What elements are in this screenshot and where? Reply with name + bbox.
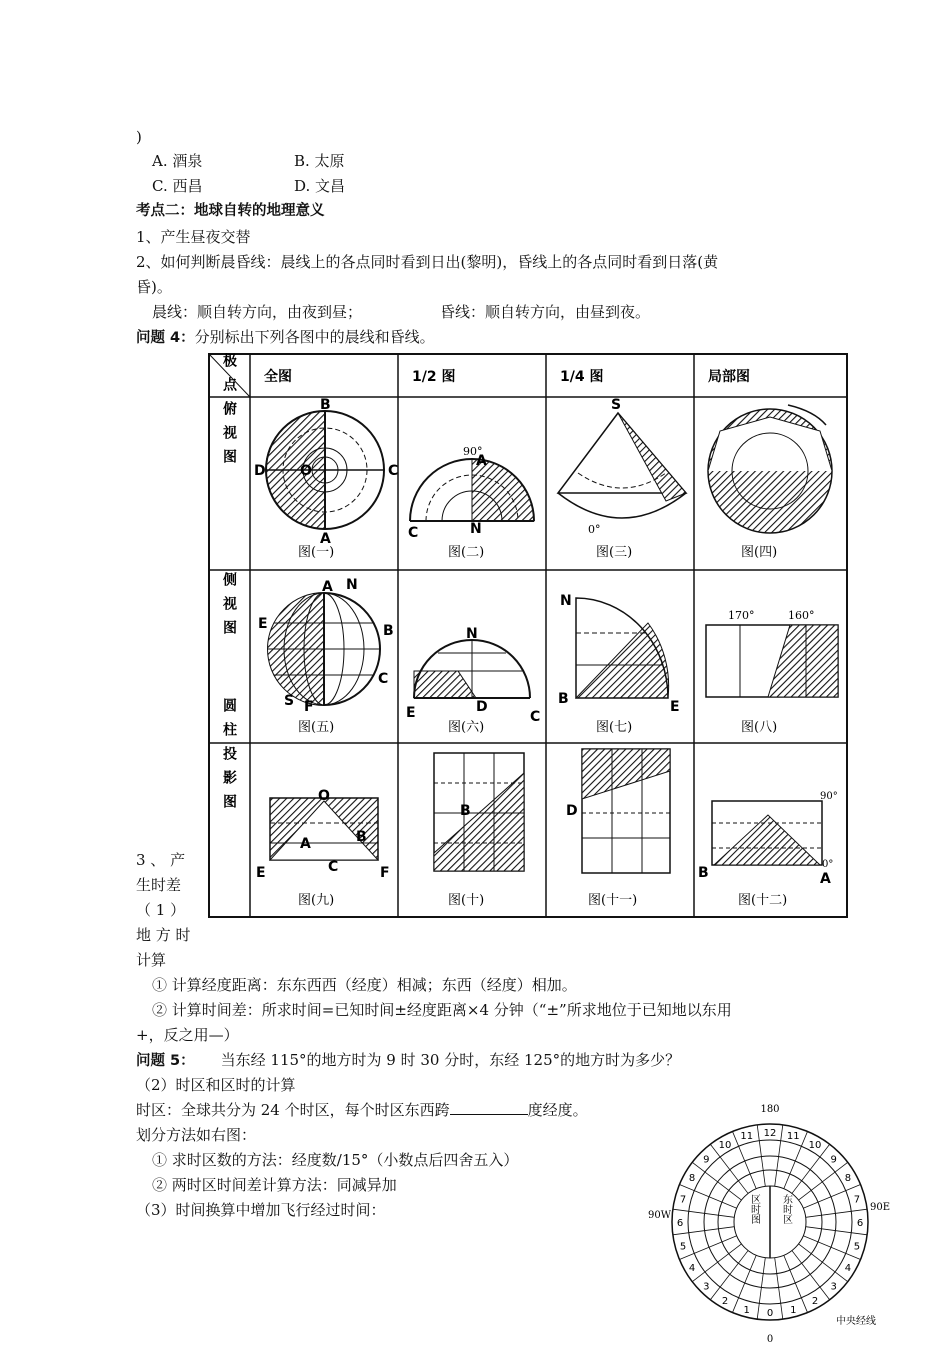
label: O [318, 788, 330, 804]
dial-center-right: 东时区 [780, 1194, 792, 1224]
dial-zone-number: 11 [786, 1131, 800, 1143]
label: C [530, 709, 541, 725]
dial-zone-number: 9 [703, 1154, 710, 1166]
dial-zone-number: 4 [844, 1263, 852, 1274]
calc-step-1: ① 计算经度距离：东东西西（经度）相减；东西（经度）相加。 [152, 976, 577, 994]
dial-zone-number: 10 [718, 1140, 732, 1152]
col-header-quarter: 1/4 图 [560, 369, 604, 385]
dial-spoke [673, 1209, 734, 1217]
dial-zone-number: 6 [856, 1218, 864, 1229]
label: N [560, 593, 572, 609]
dial-zone-number: 12 [763, 1128, 777, 1139]
label: B [558, 691, 569, 707]
row-header-side: 侧视图 [221, 572, 237, 644]
label: D [476, 699, 488, 715]
figure-10 [434, 753, 524, 908]
label: A [322, 579, 333, 595]
label: F [304, 699, 314, 715]
row-header-cylinder: 圆柱投影图 [221, 698, 237, 818]
dial-spoke [775, 1258, 783, 1319]
timezone-sentence [136, 1100, 588, 1120]
dial-zone-number: 10 [808, 1140, 822, 1152]
dial-zone-number: 5 [679, 1241, 687, 1253]
dial-zone-number: 7 [853, 1194, 861, 1206]
figure-4 [708, 405, 832, 560]
dial-spoke [792, 1251, 830, 1300]
caption-fig-4: 图(四) [741, 545, 778, 560]
subsection-2: （2）时区和区时的计算 [136, 1076, 296, 1094]
figure-12 [698, 791, 838, 908]
label: 90° [463, 445, 483, 458]
dial-bottom-label: 0 [766, 1334, 774, 1344]
caption-fig-9: 图(九) [298, 893, 335, 908]
col-header-partial: 局部图 [708, 369, 750, 385]
figure-7 [558, 593, 680, 735]
dial-zone-number: 11 [740, 1131, 754, 1143]
caption-fig-1: 图(一) [298, 545, 335, 560]
dial-zone-number: 7 [679, 1194, 687, 1206]
question-5-text: 当东经 115°的地方时为 9 时 30 分时，东经 125°的地方时为多少？ [220, 1051, 681, 1069]
option-a: A. 酒泉 [152, 152, 203, 170]
point-1: 1、产生昼夜交替 [136, 228, 251, 246]
dial-zone-number: 2 [811, 1295, 819, 1307]
dial-zone-number: 8 [844, 1173, 852, 1184]
question-4 [136, 327, 435, 348]
label: B [320, 397, 331, 413]
figure-8 [706, 609, 838, 735]
dial-spoke [799, 1244, 848, 1282]
dial-zone-number: 1 [790, 1304, 797, 1316]
label: 160° [788, 609, 815, 622]
dial-zone-number: 9 [830, 1154, 837, 1166]
label: 90° [820, 791, 838, 802]
row-header-polar: 极点俯视图 [221, 353, 237, 473]
dial-spoke [799, 1162, 848, 1200]
dial-zone-number: 3 [830, 1281, 837, 1293]
side-text-5: 计算 [136, 951, 167, 969]
option-c: C. 西昌 [152, 177, 203, 195]
label: O [300, 463, 312, 479]
figure-9 [256, 788, 390, 908]
label: 0° [588, 523, 601, 536]
label: C [388, 463, 399, 479]
calc-step-2-line-1: ② 计算时间差：所求时间=已知时间±经度距离×4 分钟（“±”所求地位于已知地以东用 [152, 1001, 732, 1019]
dial-spoke [679, 1184, 736, 1208]
time-zone-dial [646, 1098, 894, 1344]
question-4-text: 分别标出下列各图中的晨线和昏线。 [194, 328, 435, 346]
label: E [258, 616, 268, 632]
method-1: ① 求时区数的方法：经度数/15°（小数点后四舍五入） [152, 1151, 519, 1169]
dial-left-label: 90W [648, 1210, 672, 1221]
label: E [670, 699, 680, 715]
dial-spoke [803, 1184, 860, 1208]
label: A [476, 453, 487, 469]
question-5-label: 问题 5： [136, 1053, 195, 1069]
answer-blank[interactable] [450, 1100, 528, 1115]
dial-spoke [679, 1236, 736, 1260]
paren-fragment: ) [136, 128, 142, 146]
option-d: D. 文昌 [294, 177, 346, 195]
figure-11 [566, 749, 670, 908]
label: S [611, 397, 622, 413]
figure-6 [406, 626, 540, 735]
label: C [328, 859, 339, 875]
caption-fig-12: 图(十二) [738, 893, 788, 908]
dawn-line-definition: 晨线：顺自转方向，由夜到昼； [152, 303, 363, 321]
label: D [566, 803, 578, 819]
caption-fig-2: 图(二) [448, 545, 485, 560]
option-b: B. 太原 [294, 152, 345, 170]
col-header-full: 全图 [264, 369, 292, 385]
label: N [346, 577, 358, 593]
caption-fig-6: 图(六) [448, 720, 485, 735]
figure-5 [258, 577, 394, 735]
label: S [284, 693, 295, 709]
caption-fig-5: 图(五) [298, 720, 335, 735]
dial-spoke [806, 1209, 867, 1217]
dial-zone-number: 6 [676, 1218, 684, 1229]
label: N [466, 626, 478, 642]
figure-1 [254, 397, 398, 560]
dial-center-left: 区时图 [748, 1194, 760, 1224]
col-header-half: 1/2 图 [412, 369, 456, 385]
caption-fig-10: 图(十) [448, 893, 485, 908]
dial-zone-number: 0 [766, 1308, 774, 1319]
label: 0° [822, 859, 834, 870]
label: 170° [728, 609, 755, 622]
label: B [383, 623, 394, 639]
figure-2 [408, 445, 534, 560]
side-text-2: 生时差 [136, 876, 182, 894]
caption-fig-3: 图(三) [596, 545, 633, 560]
dial-zone-number: 3 [703, 1281, 710, 1293]
figure-3 [558, 397, 686, 560]
timezone-text-b: 度经度。 [527, 1101, 588, 1119]
dial-spoke [710, 1144, 748, 1193]
calc-step-2-line-2: +，反之用—） [136, 1026, 239, 1044]
section-heading: 考点二：地球自转的地理意义 [136, 203, 325, 219]
caption-fig-8: 图(八) [741, 720, 778, 735]
caption-fig-7: 图(七) [596, 720, 633, 735]
label: B [460, 803, 471, 819]
dial-caption: 中央经线 [836, 1316, 876, 1327]
label: A [820, 871, 831, 887]
side-text-4: 地 方 时 [136, 926, 191, 944]
dusk-line-definition: 昏线：顺自转方向，由昼到夜。 [440, 303, 651, 321]
dial-top-label: 180 [760, 1104, 780, 1115]
timezone-text-a: 时区：全球共分为 24 个时区，每个时区东西跨 [136, 1101, 450, 1119]
dial-zone-number: 1 [743, 1304, 750, 1316]
dial-spoke [757, 1258, 765, 1319]
dial-spoke [803, 1236, 860, 1260]
subsection-3: （3）时间换算中增加飞行经过时间： [136, 1201, 386, 1219]
dial-spoke [692, 1162, 741, 1200]
question-5 [136, 1050, 680, 1071]
label: F [380, 865, 390, 881]
dial-zone-number: 5 [853, 1241, 861, 1253]
point-2-line-1: 2、如何判断晨昏线：晨线上的各点同时看到日出(黎明)，昏线上的各点同时看到日落(黄 [136, 253, 719, 271]
label: C [408, 525, 419, 541]
label: N [470, 521, 482, 537]
label: A [320, 531, 331, 547]
day-night-figure-table [208, 353, 848, 918]
dial-spoke [792, 1144, 830, 1193]
side-text-3: （ 1 ） [136, 901, 186, 919]
point-2-line-2: 昏)。 [136, 278, 172, 296]
question-4-label: 问题 4： [136, 330, 195, 346]
label: B [698, 865, 709, 881]
side-text-1: 3 、 产 [136, 851, 186, 869]
label: D [254, 463, 266, 479]
dial-zone-number: 4 [688, 1263, 696, 1274]
label: B [356, 829, 367, 845]
dial-spoke [710, 1251, 748, 1300]
caption-fig-11: 图(十一) [588, 893, 638, 908]
dial-zone-number: 8 [688, 1173, 696, 1184]
label: E [406, 705, 416, 721]
dial-zone-number: 2 [721, 1295, 729, 1307]
dial-right-label: 90E [870, 1202, 891, 1213]
method-2: ② 两时区时间差计算方法：同减异加 [152, 1176, 397, 1194]
division-method: 划分方法如右图： [136, 1126, 257, 1144]
label: C [378, 671, 389, 687]
label: A [300, 836, 311, 852]
label: E [256, 865, 266, 881]
dial-spoke [692, 1244, 741, 1282]
